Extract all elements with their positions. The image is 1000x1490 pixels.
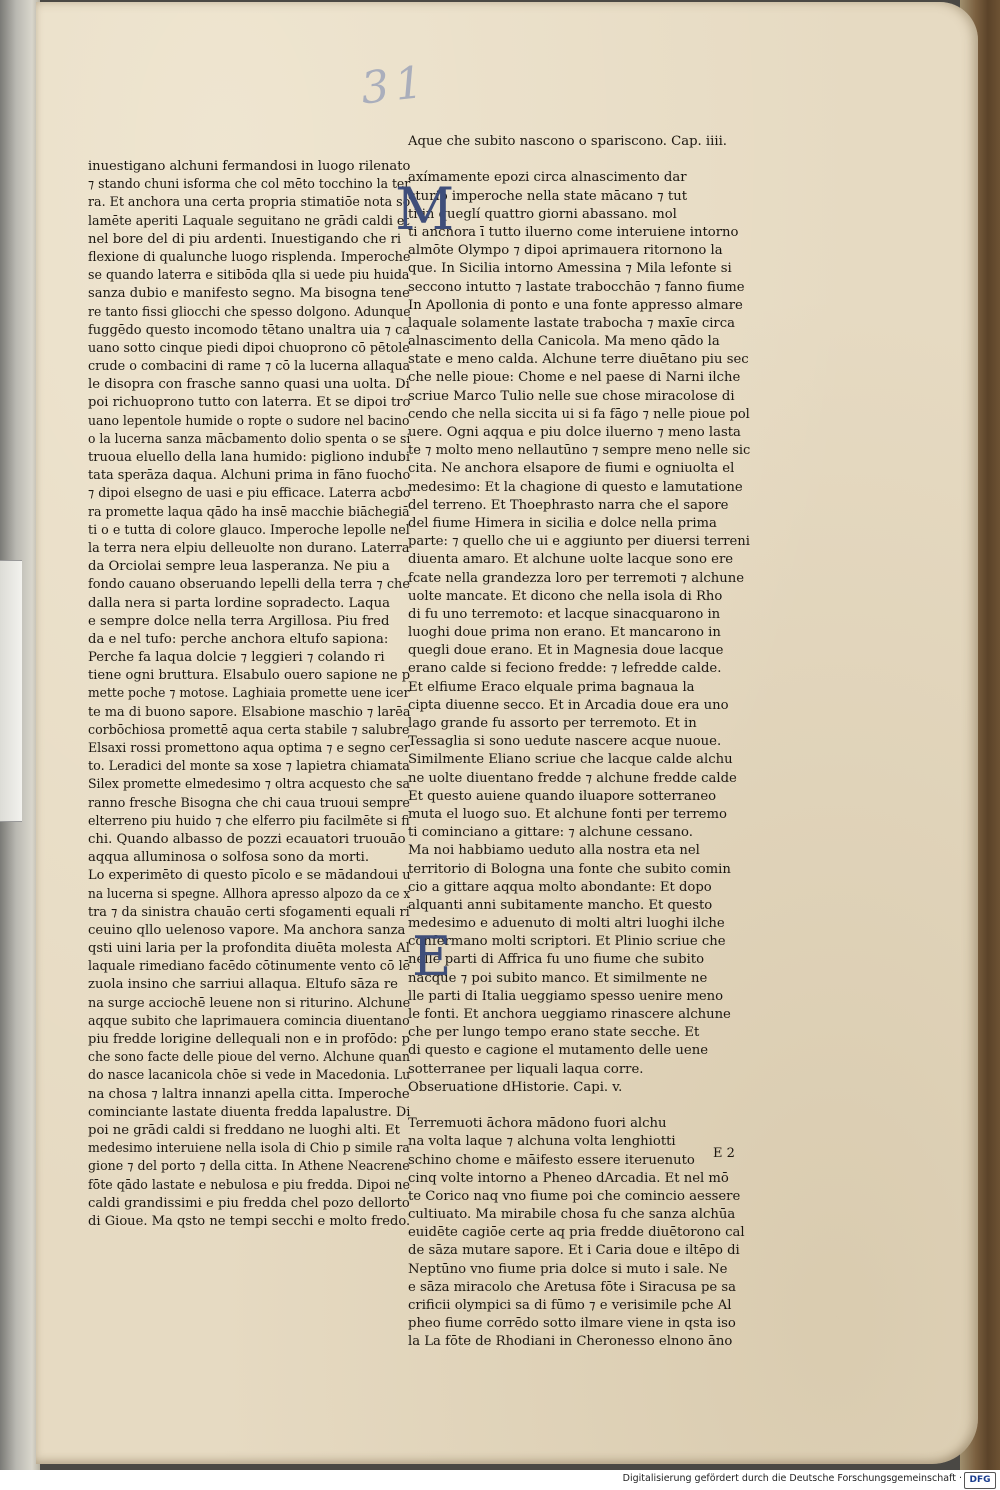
text-line: Terremuoti āchora mādono fuori alchu	[408, 1116, 667, 1132]
text-line: na lucerna si spegne. Allhora apresso alpozo da ce x	[88, 886, 411, 902]
text-line: cita. Ne anchora elsapore de fiumi e ogniuolta el	[408, 461, 735, 477]
footer-credit: Digitalisierung gefördert durch die Deutsche Forschungsgemeinschaft ·	[622, 1473, 962, 1484]
drop-cap-initial-second: E	[412, 925, 452, 988]
text-line: fcate nella grandezza loro per terremoti ⁊ alchune	[408, 570, 745, 586]
text-line: chi. Quando albasso de pozzi ecauatori truouāo	[88, 831, 406, 847]
text-line: laquale rimediano facēdo cōtinumente vento cō lē	[88, 959, 411, 975]
text-line: crude o combacini di rame ⁊ cō la lucerna allaqua	[88, 359, 411, 375]
text-line: fuggēdo questo incomodo tētano unaltra uia ⁊ ca	[88, 322, 411, 338]
text-line: medesimo interuiene nella isola di Chio p simile ra	[88, 1141, 410, 1157]
drop-cap-initial: M	[395, 175, 455, 243]
text-line: zuola insino che sarriui allaqua. Eltufo sāza re	[88, 977, 398, 993]
text-line: nel bore del di piu ardenti. Inuestigando che ri	[88, 231, 402, 247]
text-line: pheo fiume corrēdo sotto ilmare viene in qsta iso	[408, 1316, 736, 1332]
text-line: sotterranee per liquali laqua corre.	[408, 1061, 644, 1077]
left-text-column	[88, 158, 411, 1231]
text-line: te ⁊ molto meno nellautūno ⁊ sempre meno nelle sic	[408, 443, 751, 459]
text-line: Elsaxi rossi promettono aqua optima ⁊ e segno cer	[88, 741, 410, 756]
text-line: di Gioue. Ma qsto ne tempi secchi e molto fredo.	[88, 1213, 411, 1229]
text-line: Lo experimēto di questo pīcolo e se mādandoui u	[88, 868, 411, 884]
text-line: ti cominciano a gittare: ⁊ alchune cessano.	[408, 825, 693, 841]
text-line: axímamente epozi circa alnascimento dar	[408, 170, 687, 186]
text-line: qsti uini laria per la profondita diuēta molesta Al	[88, 941, 410, 957]
text-line: aqqua alluminosa o solfosa sono da morti.	[88, 850, 370, 866]
text-line	[408, 151, 748, 169]
text-line: muta el luogo suo. Et alchune fonti per terremo	[408, 806, 727, 822]
text-line: nelle parti di Affrica fu uno fiume che subito	[408, 952, 705, 968]
text-line: alnascimento della Canicola. Ma meno qādo la	[408, 334, 720, 350]
text-line: di questo e cagione el mutamento delle uene	[408, 1043, 709, 1059]
text-line: ⁊ dipoi elsegno de uasi e piu efficace. Laterra acbo	[88, 486, 411, 502]
text-line: uano sotto cinque piedi dipoi chuoprono cō pētole	[88, 340, 410, 356]
text-line: Perche fa laqua dolcie ⁊ leggieri ⁊ colando ri	[88, 650, 385, 666]
text-line: ranno fresche Bisogna che chi caua truoui sempre	[88, 795, 410, 811]
text-line: ti in queglí quattro giorni abassano. mol	[408, 206, 677, 222]
text-line: tra ⁊ da sinistra chauāo certi sfogamenti equali ri	[88, 904, 410, 920]
text-line: territorio di Bologna una fonte che subito comin	[408, 861, 731, 877]
text-line: corbōchiosa promettē aqua certa stabile ⁊ salubre	[88, 722, 410, 738]
text-line: uere. Ogni aqqua e piu dolce iluerno ⁊ meno lasta	[408, 425, 741, 440]
text-line: almōte Olympo ⁊ dipoi aprimauera ritornono la	[408, 243, 723, 259]
text-line: cipta diuenne secco. Et in Arcadia doue era uno	[408, 697, 729, 713]
text-line: piu fredde lorigine dellequali non e in profōdo: p	[88, 1032, 411, 1047]
text-line: de sāza mutare sapore. Et i Caria doue e iltēpo di	[408, 1243, 740, 1259]
text-line: la terra nera elpiu delleuolte non durano. Laterra	[88, 540, 410, 556]
text-line: re tanto fissi gliocchi che spesso dolgono. Adunque	[88, 304, 411, 320]
text-line: Aque che subito nascono o spariscono. Cap. iiii.	[408, 134, 727, 149]
text-line: na volta laque ⁊ alchuna volta lenghiotti	[408, 1134, 676, 1150]
text-line: lago grande fu assorto per terremoto. Et in	[408, 716, 697, 731]
text-line: ti o e tutta di colore glauco. Imperoche lepolle nel	[88, 522, 410, 538]
right-text-column	[408, 133, 751, 1352]
text-line: che per lungo tempo erano state secche. Et	[408, 1025, 700, 1041]
text-line: laquale solamente lastate trabocha ⁊ maxīe circa	[408, 315, 735, 331]
text-line: caldi grandissimi e piu fredda chel pozo dellorto	[88, 1195, 410, 1211]
text-line: Silex promette elmedesimo ⁊ oltra acquesto che sa	[88, 777, 410, 793]
text-line: gione ⁊ del porto ⁊ della citta. In Athene Neacrene	[88, 1159, 410, 1175]
folio-number: 31	[358, 56, 432, 115]
text-line: da Orciolai sempre leua lasperanza. Ne piu a	[88, 559, 390, 575]
text-line: Ma noi habbiamo ueduto alla nostra eta nel	[408, 843, 700, 859]
text-line: fondo cauano obseruando lepelli della terra ⁊ che	[88, 577, 410, 593]
text-line: mette poche ⁊ motose. Laghiaia promette uene icer	[88, 686, 410, 702]
text-line: te ma di buono sapore. Elsabione maschio ⁊ larēa	[88, 704, 411, 720]
text-line: la La fōte de Rhodiani in Cheronesso elnono āno	[408, 1334, 733, 1350]
text-line: ⁊ stando chuni isforma che col mēto tocchino la ter	[88, 177, 411, 193]
text-line: tiene ogni bruttura. Elsabulo ouero sapione ne p	[88, 668, 411, 684]
text-line: ne uolte diuentano fredde ⁊ alchune fredde calde	[408, 770, 737, 786]
footer-bar	[0, 1470, 1000, 1490]
text-line: alquanti anni subitamente mancho. Et questo	[408, 897, 713, 913]
text-line: del fiume Himera in sicilia e dolce nella prima	[408, 515, 717, 531]
text-line: uano lepentole humide o ropte o sudore nel bacino	[88, 413, 410, 429]
text-line: ra promette laqua qādo ha insē macchie biāchegiā	[88, 504, 410, 520]
text-line: cominciante lastate diuenta fredda lapalustre. Di	[88, 1104, 411, 1120]
text-line: fōte qādo lastate e nebulosa e piu fredda. Dipoi ne	[88, 1177, 410, 1193]
text-line: do nasce lacanicola chōe si vede in Macedonia. Lu	[88, 1068, 411, 1084]
text-line: cturio imperoche nella state mācano ⁊ tut	[408, 188, 688, 204]
text-line: truoua eluello della lana humido: pigliono indubi	[88, 450, 411, 465]
text-line: e sāza miracolo che Aretusa fōte i Siracusa pe sa	[408, 1279, 737, 1295]
text-line: lamēte aperiti Laquale seguitano ne grādi caldi et	[88, 213, 410, 229]
text-line: le disopra con frasche sanno quasi una uolta. Di	[88, 377, 410, 393]
text-line: luoghi doue prima non erano. Et mancarono in	[408, 625, 721, 641]
text-line: del terreno. Et Thoephrasto narra che el sapore	[408, 497, 729, 513]
text-line: inuestigano alchuni fermandosi in luogo rilenato	[88, 159, 411, 174]
text-line: Obseruatione dHistorie. Capi. v.	[408, 1079, 623, 1095]
text-line: di fu uno terremoto: et lacque sinacquarono in	[408, 606, 721, 622]
text-line: na chosa ⁊ laltra innanzi apella citta. Imperoche	[88, 1086, 410, 1102]
text-line: diuenta amaro. Et alchune uolte lacque sono ere	[408, 552, 734, 568]
text-line: medesimo: Et la chagione di questo e lamutatione	[408, 479, 743, 495]
text-line: le fonti. Et anchora ueggiamo rinascere alchune	[408, 1007, 731, 1022]
text-line: scriue Marco Tulio nelle sue chose miracolose di	[408, 388, 735, 404]
text-line: parte: ⁊ quello che ui e aggiunto per diuersi terreni	[408, 534, 750, 550]
text-line: Similmente Eliano scriue che lacque calde alchu	[408, 752, 733, 768]
text-line: che nelle pioue: Chome e nel paese di Narni ilche	[408, 370, 741, 386]
text-line: seccono intutto ⁊ lastate trabocchāo ⁊ fanno fiume	[408, 279, 745, 295]
text-line: e sempre dolce nella terra Argillosa. Piu fred	[88, 613, 390, 629]
text-line: que. In Sicilia intorno Amessina ⁊ Mila lefonte si	[408, 261, 732, 277]
text-line: cendo che nella siccita ui si fa fāgo ⁊ nelle pioue pol	[408, 406, 750, 422]
text-line: euidēte cagiōe certe aq pria fredde diuētorono cal	[408, 1225, 745, 1241]
text-line: Tessaglia si sono uedute nascere acque nuoue.	[408, 734, 722, 750]
text-line: flexione di qualunche luogo risplenda. Imperoche	[88, 249, 411, 265]
text-line: schino chome e māifesto essere iteruenuto	[408, 1152, 695, 1168]
text-line: sanza dubio e manifesto segno. Ma bisogna tene	[88, 286, 410, 302]
text-line: tata sperāza daqua. Alchuni prima in fāno fuocho	[88, 468, 411, 484]
text-line: elterreno piu huido ⁊ che elferro piu facilmēte si fi	[88, 813, 410, 829]
text-line: erano calde si feciono fredde: ⁊ lefredde calde.	[408, 661, 722, 677]
text-line: aqque subito che laprimauera comincia diuentano	[88, 1013, 410, 1029]
text-line: Neptūno vno fiume pria dolce si muto i sale. Ne	[408, 1261, 728, 1277]
text-line: cio a gittare aqqua molto abondante: Et dopo	[408, 879, 712, 895]
text-line: to. Leradici del monte sa xose ⁊ lapietra chiamata	[88, 759, 410, 775]
text-line: crificii olympici sa di fūmo ⁊ e verisimile pche Al	[408, 1298, 732, 1313]
text-line: ceuino qllo uelenoso vapore. Ma anchora sanza	[88, 922, 406, 938]
signature-mark: E 2	[713, 1146, 735, 1161]
text-line: Et elfiume Eraco elquale prima bagnaua la	[408, 679, 695, 695]
text-line: o la lucerna sanza mācbamento dolio spenta o se si	[88, 431, 411, 447]
text-line: te Corico naq vno fiume poi che comincio aessere	[408, 1188, 741, 1204]
text-line: state e meno calda. Alchune terre diuētano piu sec	[408, 352, 749, 368]
text-line: poi ne grādi caldi si freddano ne luoghi alti. Et	[88, 1122, 400, 1138]
text-line: quegli doue erano. Et in Magnesia doue lacque	[408, 643, 724, 659]
text-line: ra. Et anchora una certa propria stimatiōe nota so	[88, 195, 411, 211]
text-line: lle parti di Italia ueggiamo spesso uenire meno	[408, 988, 724, 1004]
text-line: che sono facte delle pioue del verno. Alchune quan	[88, 1050, 410, 1066]
text-line: cultiuato. Ma mirabile chosa fu che sanza alchūa	[408, 1207, 736, 1223]
text-line: da e nel tufo: perche anchora eltufo sapiona:	[88, 631, 389, 647]
text-line: ti anchora ī tutto iluerno come interuiene intorno	[408, 224, 739, 240]
text-line: se quando laterra e sitibōda qlla si uede piu huida	[88, 268, 410, 284]
text-line	[408, 1097, 748, 1115]
text-line: medesimo e aduenuto di molti altri luoghi ilche	[408, 916, 725, 932]
text-line: In Apollonia di ponto e una fonte appresso almare	[408, 297, 743, 313]
text-line: Et questo auiene quando iluapore sotterraneo	[408, 788, 717, 804]
text-line: poi richuoprono tutto con laterra. Et se dipoi tro	[88, 395, 411, 411]
text-line: cinq volte intorno a Pheneo dArcadia. Et nel mō	[408, 1170, 729, 1186]
dfg-logo: DFG	[964, 1472, 996, 1489]
text-line: nacque ⁊ poi subito manco. Et similmente ne	[408, 970, 708, 986]
text-line: uolte mancate. Et dicono che nella isola di Rho	[408, 588, 723, 604]
binding-strip	[0, 560, 22, 822]
text-line: na surge acciochē leuene non si riturino. Alchune	[88, 995, 411, 1011]
text-line: confermano molti scriptori. Et Plinio scriue che	[408, 934, 726, 950]
text-line: dalla nera si parta lordine sopradecto. Laqua	[88, 595, 390, 611]
